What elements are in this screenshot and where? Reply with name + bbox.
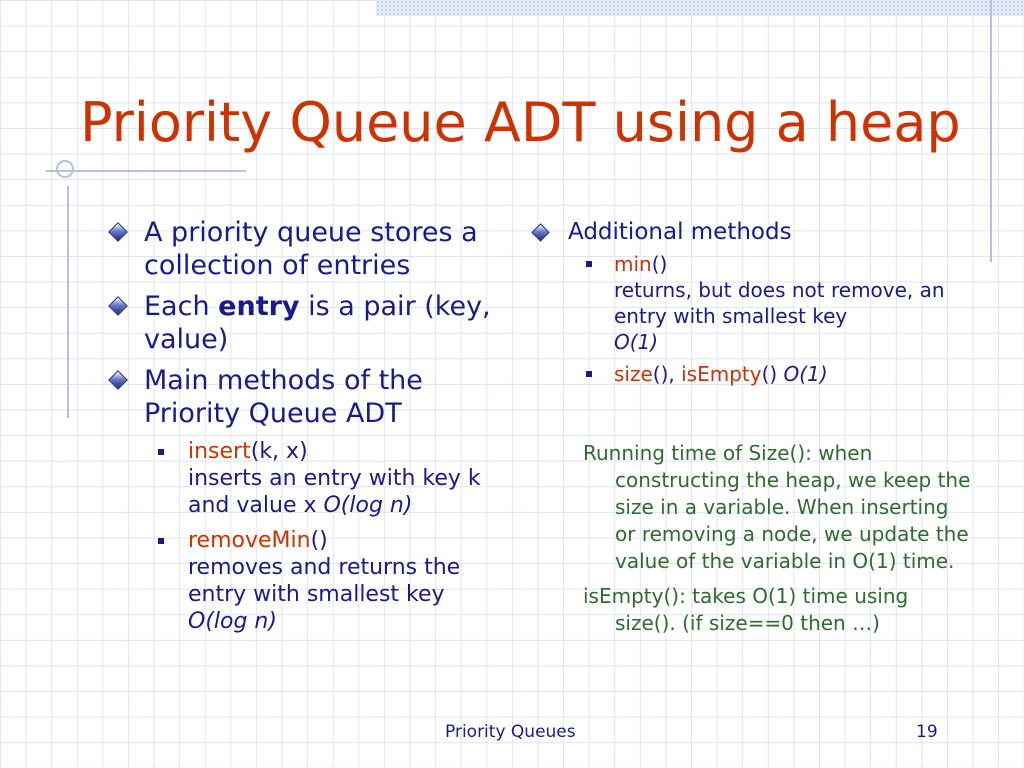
square-bullet-icon: [158, 538, 164, 544]
bullet-main-methods: [106, 364, 516, 430]
method-name: removeMin: [188, 528, 311, 553]
method-name-size: size: [614, 362, 653, 386]
corner-circle-ornament: [56, 160, 74, 178]
method-description: returns, but does not remove, an entry with smallest key: [614, 278, 945, 328]
diamond-bullet-icon: [531, 223, 549, 241]
bullet-priority-queue-definition: [106, 216, 516, 282]
bullet-prefix: Each: [144, 291, 219, 322]
notes-block: [583, 440, 973, 645]
method-removemin: [106, 527, 516, 635]
method-min: [528, 251, 968, 355]
note-isempty-running-time: isEmpty(): takes O(1) time using size(). (if size==0 then …): [583, 584, 909, 635]
diamond-bullet-icon: [108, 370, 128, 390]
method-name: insert: [188, 439, 251, 464]
method-complexity: O(log n): [188, 609, 277, 634]
method-complexity: O(1): [614, 330, 659, 354]
method-args-size: (),: [652, 362, 682, 386]
method-complexity: O(log n): [323, 493, 413, 518]
method-insert: [106, 438, 516, 519]
method-args-isempty: (): [761, 362, 784, 386]
method-name: min: [614, 252, 652, 276]
footer-title: Priority Queues: [445, 722, 576, 742]
bullet-entry-definition: [106, 290, 516, 356]
bullet-text: A priority queue stores a collection of entries: [144, 217, 478, 281]
method-name-isempty: isEmpty: [681, 362, 762, 386]
slide-title: Priority Queue ADT using a heap: [80, 91, 961, 154]
square-bullet-icon: [586, 371, 592, 377]
square-bullet-icon: [158, 449, 164, 455]
method-description: inserts an entry with key k and value x: [188, 466, 481, 518]
bullet-suffix: is a pair (key, value): [144, 291, 491, 355]
method-args: (): [310, 528, 328, 553]
method-complexity: O(1): [783, 362, 828, 386]
method-size-isempty: [528, 361, 968, 387]
left-column: [106, 216, 516, 643]
entry-term: entry: [218, 291, 300, 322]
diamond-bullet-icon: [108, 296, 128, 316]
page-number: 19: [916, 722, 938, 742]
bullet-text: Additional methods: [568, 219, 792, 245]
right-column: [528, 218, 968, 393]
right-decorative-line: [990, 0, 992, 262]
note-size-running-time: Running time of Size(): when constructing the heap, we keep the size in a variable. When inserting or removing a node, we update the value of the variable in O(1) time.: [583, 441, 971, 573]
bullet-text: Main methods of the Priority Queue ADT: [144, 365, 423, 429]
method-description: removes and returns the entry with smallest key: [188, 555, 461, 607]
square-bullet-icon: [586, 261, 592, 267]
method-args: (k, x): [250, 439, 308, 464]
top-decorative-band: [376, 0, 1024, 16]
method-args: (): [651, 252, 668, 276]
bullet-additional-methods: [528, 218, 968, 247]
title-underline: [46, 170, 246, 172]
left-decorative-line: [67, 186, 69, 418]
diamond-bullet-icon: [108, 222, 128, 242]
